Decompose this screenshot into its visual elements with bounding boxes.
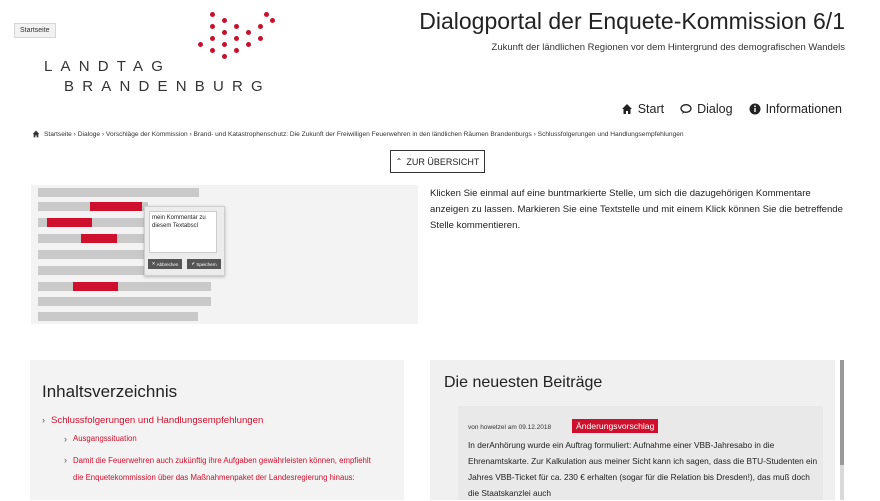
chevron-right-icon: › xyxy=(42,415,45,425)
cancel-button-demo: ✕ Abbrechen xyxy=(148,259,182,269)
scrollbar-thumb[interactable] xyxy=(840,360,844,465)
toc-item-label: Schlussfolgerungen und Handlungsempfehlungen xyxy=(51,415,264,426)
save-button-demo: ✔ Speichern xyxy=(187,259,221,269)
nav-info-label: Informationen xyxy=(765,102,842,116)
breadcrumb xyxy=(32,130,684,138)
site-subtitle: Zukunft der ländlichen Regionen vor dem Hintergrund des demografischen Wandels xyxy=(491,42,845,53)
nav-info[interactable] xyxy=(749,102,842,116)
post-type-badge: Änderungsvorschlag xyxy=(572,419,658,433)
post-meta: von howetzel am 09.12.2018 xyxy=(468,424,552,431)
toc-item-label: Damit die Feuerwehren auch zukünftig ihre Aufgaben gewährleisten können, empfiehlt die Enquetekommission über das Maßnahmenpaket der Landesregierung hinaus: xyxy=(73,456,371,482)
breadcrumb-trail[interactable]: Startseite › Dialoge › Vorschläge der Kommission › Brand- und Katastrophenschutz: Die Zukunft der Freiwilligen Feuerwehren in den ländlichen Räumen Brandenburgs › Schlussfolgerungen und Handlungsempfehlungen xyxy=(44,130,684,138)
back-to-overview-button[interactable] xyxy=(390,150,485,173)
nav-start[interactable] xyxy=(621,102,664,116)
top-nav xyxy=(621,102,842,116)
post-body: In derAnhörung wurde ein Auftrag formuliert: Aufnahme einer VBB-Jahresabo in die Ehrenamtskarte. Zur Kalkulation aus meiner Sicht kann ich sagen, dass die BTU-Studenten ein Jahres VBB-Ticket für ca. 230 € erhalten (sogar für die Relation bis Dresden!), das muß doch die Staatskanzlei auch xyxy=(468,440,818,498)
info-icon xyxy=(749,103,761,115)
comment-textarea-demo: mein Kommentar zu diesem Textabscl xyxy=(149,211,217,253)
comment-popup-demo xyxy=(144,206,225,276)
toc-item-feuerwehren[interactable] xyxy=(64,452,374,486)
toc-title: Inhaltsverzeichnis xyxy=(42,382,178,401)
latest-posts-title: Die neuesten Beiträge xyxy=(444,374,603,391)
instructions-text: Klicken Sie einmal auf eine buntmarkierte Stelle, um sich die dazugehörigen Kommentare anzeigen zu lassen. Markieren Sie eine Textstelle und mit einem Klick können Sie die betreffende Stelle kommentieren. xyxy=(430,188,843,231)
home-icon xyxy=(621,103,633,115)
home-tooltip: Startseite xyxy=(14,23,56,38)
table-of-contents xyxy=(30,360,404,500)
toc-item-label: Ausgangssituation xyxy=(73,434,137,443)
latest-posts-panel xyxy=(430,360,835,500)
home-icon[interactable] xyxy=(32,130,40,138)
nav-start-label: Start xyxy=(637,102,665,116)
nav-dialog-label: Dialog xyxy=(697,102,733,116)
post-card[interactable] xyxy=(458,406,823,500)
chevron-up-icon: ⌃ xyxy=(395,157,403,166)
logo-dots xyxy=(196,12,276,62)
site-title: Dialogportal der Enquete-Kommission 6/1 xyxy=(419,8,845,34)
chevron-right-icon: › xyxy=(64,434,67,444)
toc-item-schlussfolgerungen[interactable] xyxy=(42,415,263,426)
back-to-overview-label: ZUR ÜBERSICHT xyxy=(406,156,480,167)
instruction-illustration xyxy=(31,185,418,324)
logo-text-landtag[interactable]: LANDTAG xyxy=(44,58,172,75)
chevron-right-icon: › xyxy=(64,455,67,465)
posts-scrollbar[interactable] xyxy=(840,360,844,500)
toc-item-ausgangssituation[interactable] xyxy=(64,434,137,444)
logo-text-brandenburg[interactable]: BRANDENBURG xyxy=(64,78,271,95)
comments-icon xyxy=(680,103,692,115)
nav-dialog[interactable] xyxy=(680,102,732,116)
